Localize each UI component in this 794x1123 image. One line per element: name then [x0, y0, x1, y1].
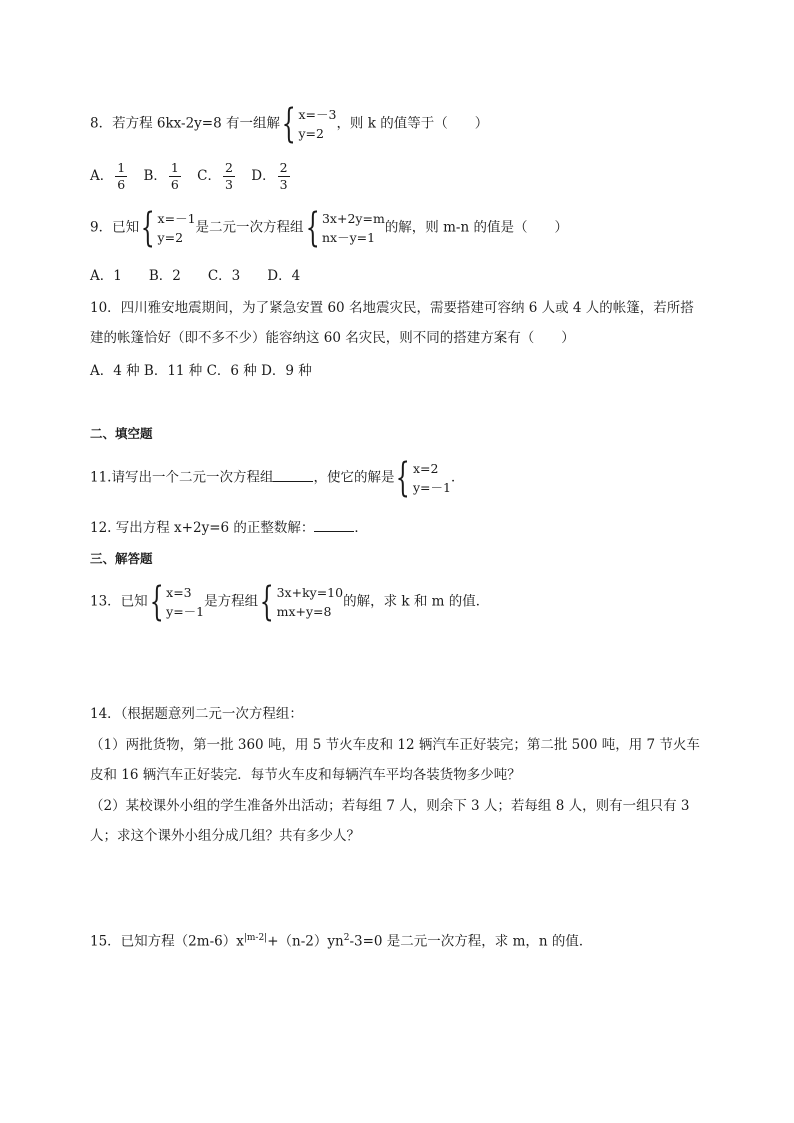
exponent: 2: [343, 933, 350, 943]
denominator: 3: [225, 177, 233, 192]
question-11-suffix: ．: [450, 469, 465, 486]
denominator: 6: [170, 177, 179, 192]
system-eq: y=2: [157, 230, 184, 245]
question-11-prefix: 11.请写出一个二元一次方程组: [90, 469, 274, 486]
question-9: [90, 205, 568, 251]
question-14-title: 14．（根据题意列二元一次方程组：: [90, 706, 303, 722]
system-eq: y=－1: [412, 480, 451, 495]
question-15: [90, 928, 592, 952]
option-label: B．: [143, 168, 167, 184]
question-12-prefix: 12. 写出方程 x+2y=6 的正整数解：: [90, 520, 315, 536]
fraction: [169, 160, 181, 193]
option-label: D．: [251, 168, 276, 184]
question-9-prefix: 9．已知: [90, 219, 140, 236]
question-8-system: { x=－3 y=2: [281, 101, 337, 147]
question-8-options: [90, 160, 302, 193]
fraction: [115, 160, 127, 193]
numerator: 2: [279, 160, 288, 175]
system-eq: y=2: [298, 126, 324, 141]
fraction: [278, 160, 290, 193]
question-8-prefix: 8．若方程 6kx-2y=8 有一组解: [90, 115, 280, 132]
system-eq: 3x+ky=10: [276, 585, 344, 600]
system-eq: x=3: [166, 585, 192, 600]
question-13-prefix: 13．已知: [90, 593, 148, 610]
question-12-suffix: ．: [354, 520, 368, 536]
question-13: [90, 579, 490, 625]
fraction: [223, 160, 235, 193]
question-14-part-2-line-2: 人；求这个课外小组分成几组？共有多少人？: [90, 828, 360, 844]
question-8: [90, 101, 489, 147]
question-11-middle: ，使它的解是: [313, 469, 395, 486]
question-9-middle: 是二元一次方程组: [195, 219, 304, 236]
question-13-system-1: { x=3 y=－1: [149, 579, 205, 625]
question-14-part-1-line-2: 皮和 16 辆汽车正好装完．每节火车皮和每辆汽车平均各装货物多少吨？: [90, 767, 521, 783]
question-10-options: A．4 种 B．11 种 C．6 种 D．9 种: [90, 363, 312, 379]
question-10-line-2: 建的帐篷恰好（即不多不少）能容纳这 60 名灾民，则不同的搭建方案有（ ）: [90, 330, 575, 346]
question-14-part-2-line-1: （2）某校课外小组的学生准备外出活动；若每组 7 人，则余下 3 人；若每组 8 人，则有一组只有 3: [90, 798, 690, 814]
question-11-system: { x=2 y=－1: [396, 455, 451, 501]
question-9-system-2: { 3x+2y=m nx－y=1: [305, 205, 385, 251]
question-13-system-2: { 3x+ky=10 mx+y=8: [259, 579, 344, 625]
question-11: [90, 455, 465, 501]
question-9-suffix: 的解，则 m-n 的值是（ ）: [384, 219, 568, 236]
answer-blank: [314, 517, 354, 532]
numerator: 1: [170, 160, 179, 175]
option-label: A．: [90, 168, 114, 184]
system-eq: nx－y=1: [321, 230, 376, 245]
denominator: 3: [279, 177, 288, 192]
question-15-middle: +（n-2）yn: [267, 933, 344, 950]
question-13-middle: 是方程组: [204, 593, 259, 610]
option-label: C．: [197, 168, 222, 184]
answer-blank: [273, 467, 313, 482]
question-13-suffix: 的解，求 k 和 m 的值．: [343, 593, 490, 610]
system-eq: x=－3: [298, 107, 337, 122]
option-b: [143, 160, 183, 192]
system-eq: y=－1: [166, 604, 205, 619]
system-eq: mx+y=8: [276, 604, 332, 619]
section-answer-heading: 三、解答题: [90, 551, 153, 566]
denominator: 6: [117, 177, 126, 192]
question-12: [90, 517, 368, 538]
system-eq: x=2: [412, 461, 439, 476]
option-d: [251, 160, 291, 192]
numerator: 2: [225, 160, 233, 175]
question-9-options: A．1 B．2 C．3 D．4: [90, 268, 301, 284]
option-a: [90, 160, 129, 192]
question-8-suffix: ，则 k 的值等于（ ）: [336, 115, 489, 132]
question-15-suffix: -3=0 是二元一次方程，求 m，n 的值．: [349, 933, 593, 950]
system-eq: x=－1: [157, 211, 196, 226]
question-9-system-1: { x=－1 y=2: [140, 205, 196, 251]
question-10-line-1: 10．四川雅安地震期间，为了紧急安置 60 名地震灾民，需要搭建可容纳 6 人或 4 人的帐篷，若所搭: [90, 300, 694, 316]
section-fill-in-heading: 二、填空题: [90, 426, 153, 441]
question-14-part-1-line-1: （1）两批货物，第一批 360 吨，用 5 节火车皮和 12 辆汽车正好装完；第二批 500 吨，用 7 节火车: [90, 737, 700, 753]
numerator: 1: [117, 160, 126, 175]
exponent: |m-2|: [243, 933, 268, 943]
system-eq: 3x+2y=m: [321, 211, 385, 226]
question-15-prefix: 15．已知方程（2m-6）x: [90, 933, 244, 950]
option-c: [197, 160, 237, 192]
